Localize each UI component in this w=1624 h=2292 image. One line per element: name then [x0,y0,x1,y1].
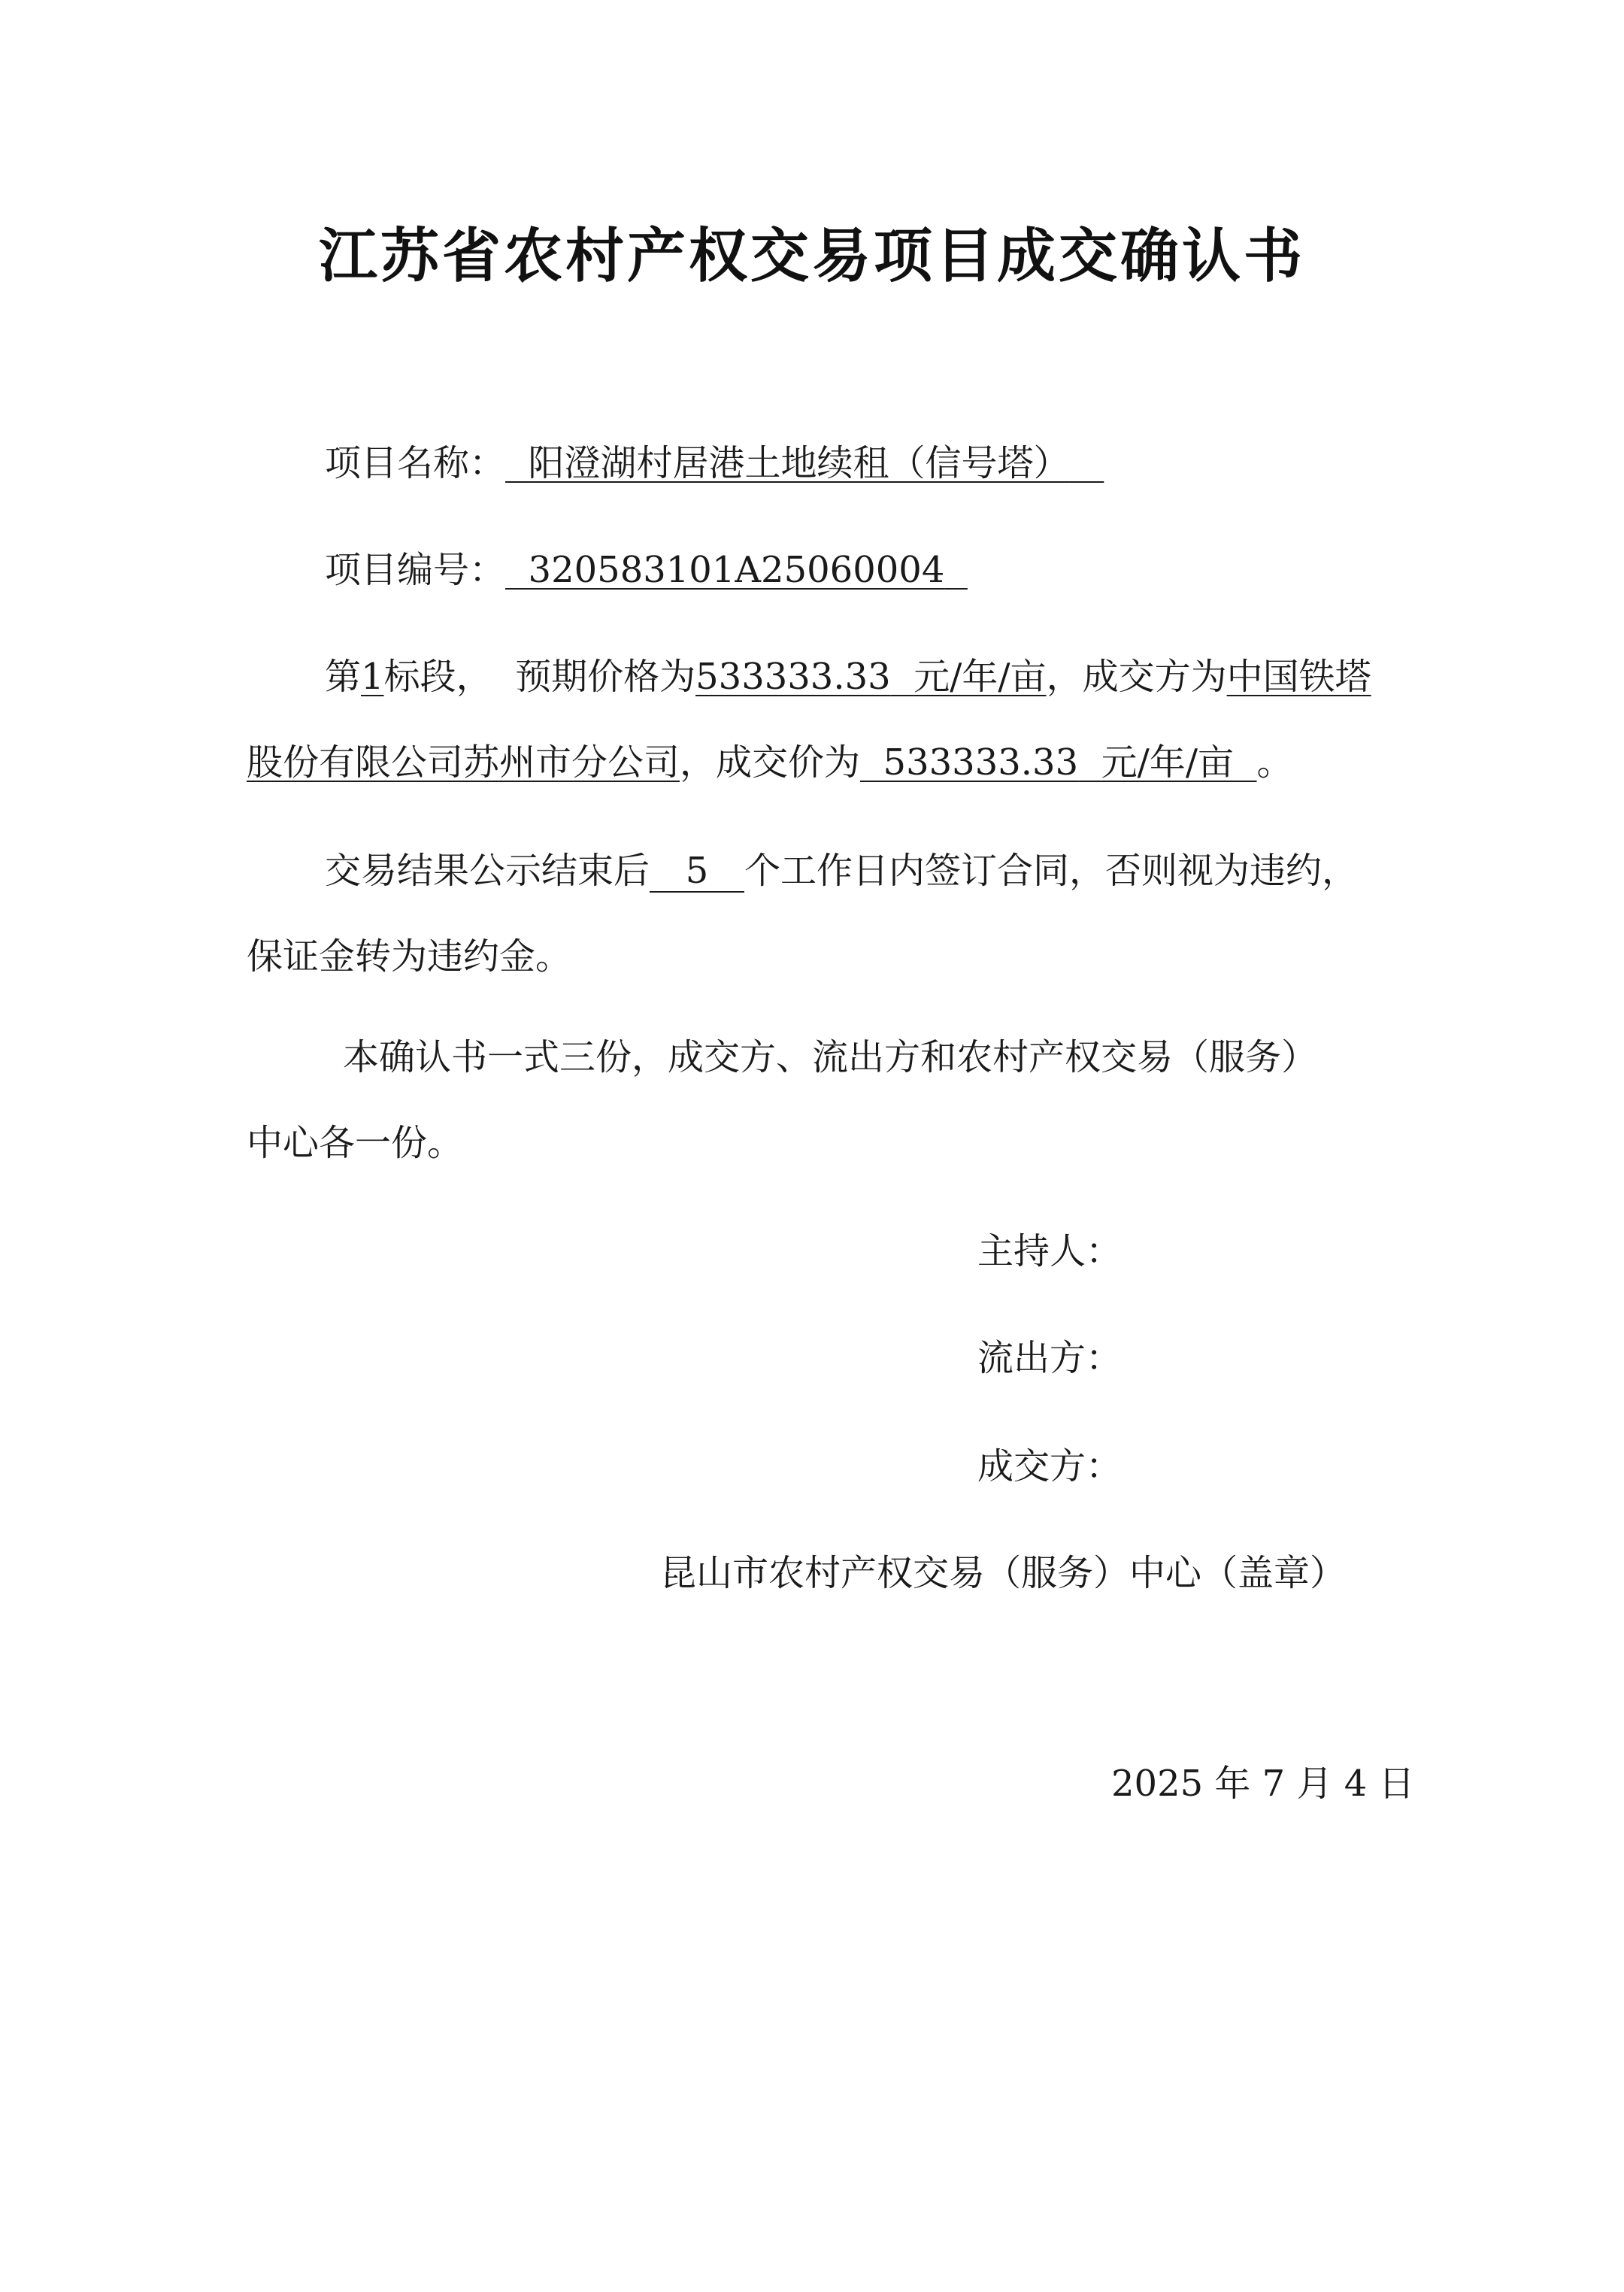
section-prefix: 第 [325,656,362,698]
contract-days: 5 [650,850,744,893]
contract-line-2: 保证金转为违约金。 [247,935,572,978]
project-number-value: 320583101A25060004 [528,549,945,591]
project-name-label: 项目名称： [325,442,506,484]
buyer-signature-label: 成交方： [977,1445,1123,1487]
section-line-1 [325,654,1371,699]
issue-date: 2025 年 7 月 4 日 [1111,1763,1415,1805]
deal-price-label: ，成交价为 [680,741,861,784]
project-name-value: 阳澄湖村居港土地续租（信号塔） [528,442,1070,484]
copies-line-2: 中心各一份。 [247,1122,464,1164]
contract-line-1 [325,848,1358,893]
sentence-end: 。 [1256,741,1293,784]
buyer-name-part1: 中国铁塔 [1226,656,1371,698]
expected-price-value: 533333.33 元/年/亩 [695,656,1047,698]
section-number: 1 [361,656,384,698]
buyer-name-part2: 股份有限公司苏州市分公司 [247,741,680,784]
deal-price-value: 533333.33 元/年/亩 [883,741,1234,784]
document-title: 江苏省农村产权交易项目成交确认书 [318,223,1305,290]
issuing-center: 昆山市农村产权交易（服务）中心（盖章） [660,1552,1347,1594]
project-number-label: 项目编号： [325,549,506,591]
section-text: 标段， [383,656,492,698]
project-name-line [325,441,1104,486]
buyer-label: ，成交方为 [1046,656,1227,698]
transferor-signature-label: 流出方： [977,1337,1123,1379]
host-signature-label: 主持人： [977,1230,1123,1272]
contract-text-2: 个工作日内签订合同，否则视为违约， [744,850,1359,892]
section-line-2 [247,740,1293,785]
copies-line-1: 本确认书一式三份，成交方、流出方和农村产权交易（服务） [343,1036,1318,1078]
expected-price-label: 预期价格为 [515,656,696,698]
project-number-line [325,547,968,593]
contract-text-1: 交易结果公示结束后 [325,850,650,892]
